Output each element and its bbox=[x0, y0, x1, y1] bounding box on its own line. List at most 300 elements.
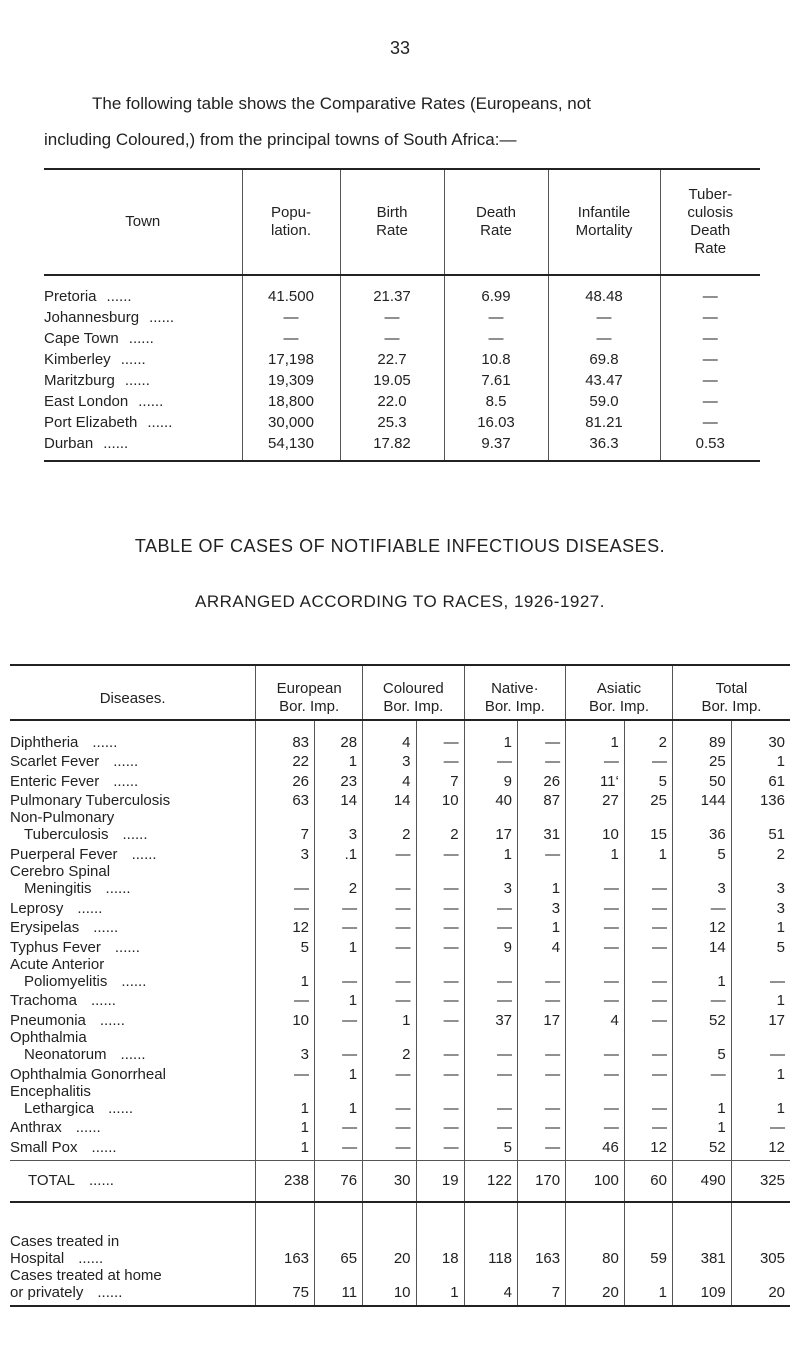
town-name: Pretoria bbox=[44, 288, 97, 305]
case-count: 5 bbox=[464, 1136, 517, 1160]
disease-name bbox=[10, 936, 256, 956]
case-count: 63 bbox=[256, 790, 315, 810]
case-count: — bbox=[566, 1063, 625, 1083]
table-row bbox=[10, 1009, 790, 1029]
rate-value: 36.3 bbox=[548, 433, 660, 461]
race-group-header: Total bbox=[672, 665, 790, 698]
case-count: 59 bbox=[624, 1202, 672, 1267]
leader-dots: ...... bbox=[103, 435, 129, 452]
case-count: 5 bbox=[256, 936, 315, 956]
case-count: — bbox=[566, 1029, 625, 1063]
table-row bbox=[10, 863, 790, 897]
case-count: 10 bbox=[256, 1009, 315, 1029]
case-count: 1 bbox=[624, 1267, 672, 1306]
case-count: 25 bbox=[624, 790, 672, 810]
leader-dots: ...... bbox=[131, 845, 157, 863]
case-count: — bbox=[315, 917, 363, 937]
rate-value: — bbox=[444, 328, 548, 349]
case-count: 7 bbox=[416, 770, 464, 790]
case-count: 305 bbox=[731, 1202, 790, 1267]
case-count: 4 bbox=[518, 936, 566, 956]
rate-value: 21.37 bbox=[340, 275, 444, 307]
comparative-rates-table bbox=[44, 168, 760, 462]
town-name: Port Elizabeth bbox=[44, 414, 138, 431]
case-count: — bbox=[518, 720, 566, 751]
case-count: 3 bbox=[363, 751, 416, 771]
case-count: — bbox=[731, 1117, 790, 1137]
case-count: — bbox=[363, 897, 416, 917]
race-group-header: European bbox=[256, 665, 363, 698]
case-count: 11 bbox=[315, 1267, 363, 1306]
case-count: 76 bbox=[315, 1160, 363, 1202]
case-count: 3 bbox=[672, 863, 731, 897]
table-row bbox=[10, 990, 790, 1010]
leader-dots: ...... bbox=[149, 309, 175, 326]
table-row bbox=[44, 275, 760, 307]
case-count: 3 bbox=[731, 897, 790, 917]
table-row bbox=[44, 349, 760, 370]
case-count: — bbox=[464, 751, 517, 771]
case-count: 1 bbox=[256, 1136, 315, 1160]
case-count: — bbox=[363, 1136, 416, 1160]
case-count: 238 bbox=[256, 1160, 315, 1202]
rates-header-row bbox=[44, 169, 760, 275]
case-count: 1 bbox=[672, 1083, 731, 1117]
case-count: — bbox=[256, 897, 315, 917]
case-count: 17 bbox=[518, 1009, 566, 1029]
case-count: 1 bbox=[624, 843, 672, 863]
page-number: 33 bbox=[389, 38, 411, 58]
case-count: 1 bbox=[731, 1063, 790, 1083]
case-count: 5 bbox=[731, 936, 790, 956]
case-count: 109 bbox=[672, 1267, 731, 1306]
case-count: — bbox=[624, 1117, 672, 1137]
case-count: — bbox=[256, 990, 315, 1010]
table-row bbox=[44, 433, 760, 461]
case-count: — bbox=[464, 990, 517, 1010]
case-count: 3 bbox=[518, 897, 566, 917]
table-row bbox=[10, 1202, 790, 1267]
case-count: 4 bbox=[566, 1009, 625, 1029]
rate-value: 69.8 bbox=[548, 349, 660, 370]
case-count: 1 bbox=[256, 956, 315, 990]
case-count: — bbox=[416, 751, 464, 771]
case-count: 2 bbox=[624, 720, 672, 751]
case-count: — bbox=[363, 1063, 416, 1083]
intro-line-1: The following table shows the Comparative Rates (Europeans, not bbox=[92, 94, 591, 113]
disease-name bbox=[10, 843, 256, 863]
town-cell bbox=[44, 370, 242, 391]
case-count: 14 bbox=[315, 790, 363, 810]
disease-name-line: Scarlet Fever bbox=[10, 753, 100, 771]
case-count: — bbox=[416, 936, 464, 956]
rate-value: — bbox=[548, 307, 660, 328]
case-count: 87 bbox=[518, 790, 566, 810]
case-count: 1 bbox=[731, 1083, 790, 1117]
rate-value: 19,309 bbox=[242, 370, 340, 391]
disease-name-line: Lethargica bbox=[24, 1099, 95, 1117]
disease-name bbox=[10, 720, 256, 751]
disease-name-line: Acute Anterior bbox=[10, 955, 105, 973]
leader-dots: ...... bbox=[138, 393, 164, 410]
disease-name bbox=[10, 1083, 256, 1117]
bor-imp-subheader: Bor. Imp. bbox=[464, 698, 566, 720]
race-group-header: Native· bbox=[464, 665, 566, 698]
table-row bbox=[10, 809, 790, 843]
case-count: 51 bbox=[731, 809, 790, 843]
case-count: 12 bbox=[731, 1136, 790, 1160]
disease-name bbox=[10, 809, 256, 843]
town-name: East London bbox=[44, 393, 129, 410]
case-count: — bbox=[672, 1063, 731, 1083]
table-row bbox=[10, 751, 790, 771]
case-count: 3 bbox=[256, 1029, 315, 1063]
case-count: — bbox=[416, 1083, 464, 1117]
case-count: 1 bbox=[256, 1117, 315, 1137]
case-count: — bbox=[518, 1117, 566, 1137]
case-count: — bbox=[416, 843, 464, 863]
case-count: 1 bbox=[315, 1083, 363, 1117]
case-count: 20 bbox=[731, 1267, 790, 1306]
disease-name bbox=[10, 1267, 256, 1306]
leader-dots: ...... bbox=[99, 1011, 125, 1029]
leader-dots: ...... bbox=[120, 351, 146, 368]
case-count: — bbox=[624, 1083, 672, 1117]
town-cell bbox=[44, 412, 242, 433]
case-count: — bbox=[566, 1117, 625, 1137]
table-row bbox=[10, 1029, 790, 1063]
case-count: 325 bbox=[731, 1160, 790, 1202]
rate-value: 8.5 bbox=[444, 391, 548, 412]
case-count: 5 bbox=[672, 1029, 731, 1063]
case-count: 1 bbox=[566, 843, 625, 863]
rates-header-cell: Popu- lation. bbox=[242, 169, 340, 275]
table-row bbox=[10, 770, 790, 790]
case-count: — bbox=[363, 863, 416, 897]
case-count: — bbox=[518, 956, 566, 990]
case-count: — bbox=[464, 897, 517, 917]
leader-dots: ...... bbox=[88, 1172, 114, 1190]
table-row bbox=[10, 897, 790, 917]
disease-name-line: Typhus Fever bbox=[10, 938, 101, 956]
case-count: 1 bbox=[416, 1267, 464, 1306]
rate-value: 7.61 bbox=[444, 370, 548, 391]
case-count: 26 bbox=[256, 770, 315, 790]
case-count: — bbox=[464, 1063, 517, 1083]
case-count: — bbox=[315, 956, 363, 990]
case-count: — bbox=[518, 1063, 566, 1083]
town-cell bbox=[44, 275, 242, 307]
disease-name bbox=[10, 990, 256, 1010]
case-count: 52 bbox=[672, 1009, 731, 1029]
disease-name-line: Non-Pulmonary bbox=[10, 809, 115, 827]
disease-name-line: Hospital bbox=[10, 1249, 65, 1267]
rate-value: — bbox=[444, 307, 548, 328]
rate-value: 43.47 bbox=[548, 370, 660, 391]
case-count: 1 bbox=[518, 917, 566, 937]
table-row bbox=[44, 391, 760, 412]
rate-value: — bbox=[660, 328, 760, 349]
case-count: 52 bbox=[672, 1136, 731, 1160]
case-count: 5 bbox=[624, 770, 672, 790]
case-count: 10 bbox=[416, 790, 464, 810]
disease-name-line: Pulmonary Tuberculosis bbox=[10, 792, 171, 810]
case-count: — bbox=[566, 863, 625, 897]
disease-name-line: Puerperal Fever bbox=[10, 845, 118, 863]
case-count: 30 bbox=[731, 720, 790, 751]
disease-name bbox=[10, 1202, 256, 1267]
table-row bbox=[10, 1136, 790, 1160]
case-count: 490 bbox=[672, 1160, 731, 1202]
case-count: 100 bbox=[566, 1160, 625, 1202]
case-count: 36 bbox=[672, 809, 731, 843]
bor-imp-subheader: Bor. Imp. bbox=[566, 698, 673, 720]
case-count: 1 bbox=[315, 990, 363, 1010]
town-cell bbox=[44, 433, 242, 461]
case-count: 1 bbox=[315, 1063, 363, 1083]
rate-value: 54,130 bbox=[242, 433, 340, 461]
disease-name bbox=[10, 897, 256, 917]
case-count: — bbox=[363, 1117, 416, 1137]
bor-imp-subheader: Bor. Imp. bbox=[672, 698, 790, 720]
table-row bbox=[10, 917, 790, 937]
case-count: 2 bbox=[416, 809, 464, 843]
case-count: 14 bbox=[672, 936, 731, 956]
leader-dots: ...... bbox=[113, 753, 139, 771]
disease-name-line: Diphtheria bbox=[10, 733, 79, 751]
case-count: — bbox=[672, 990, 731, 1010]
case-count: 12 bbox=[672, 917, 731, 937]
case-count: — bbox=[518, 1083, 566, 1117]
leader-dots: ...... bbox=[120, 1045, 146, 1063]
table-row bbox=[10, 720, 790, 751]
case-count: 1 bbox=[518, 863, 566, 897]
case-count: — bbox=[518, 843, 566, 863]
cases-table-title: TABLE OF CASES OF NOTIFIABLE INFECTIOUS DISEASES. bbox=[134, 536, 666, 556]
rates-header-cell: Infantile Mortality bbox=[548, 169, 660, 275]
disease-name-line: Erysipelas bbox=[10, 919, 80, 937]
leader-dots: ...... bbox=[124, 372, 150, 389]
case-count: 20 bbox=[363, 1202, 416, 1267]
case-count: 122 bbox=[464, 1160, 517, 1202]
leader-dots: ...... bbox=[122, 826, 148, 844]
case-count: 30 bbox=[363, 1160, 416, 1202]
rate-value: 16.03 bbox=[444, 412, 548, 433]
case-count: — bbox=[256, 863, 315, 897]
diseases-header: Diseases. bbox=[10, 665, 256, 720]
case-count: — bbox=[624, 956, 672, 990]
case-count: 31 bbox=[518, 809, 566, 843]
case-count: 1 bbox=[731, 917, 790, 937]
case-count: 2 bbox=[363, 1029, 416, 1063]
case-count: — bbox=[363, 917, 416, 937]
case-count: 65 bbox=[315, 1202, 363, 1267]
disease-name bbox=[10, 1009, 256, 1029]
case-count: 83 bbox=[256, 720, 315, 751]
case-count: 18 bbox=[416, 1202, 464, 1267]
leader-dots: ...... bbox=[92, 733, 118, 751]
disease-name bbox=[10, 956, 256, 990]
case-count: 1 bbox=[731, 751, 790, 771]
rate-value: — bbox=[340, 328, 444, 349]
table-row bbox=[10, 1160, 790, 1202]
case-count: — bbox=[624, 936, 672, 956]
disease-name-line: or privately bbox=[10, 1283, 84, 1301]
case-count: — bbox=[315, 897, 363, 917]
case-count: — bbox=[416, 917, 464, 937]
leader-dots: ...... bbox=[78, 1249, 104, 1267]
case-count: — bbox=[416, 956, 464, 990]
table-row bbox=[44, 328, 760, 349]
case-count: — bbox=[416, 1136, 464, 1160]
case-count: 61 bbox=[731, 770, 790, 790]
rate-value: 41.500 bbox=[242, 275, 340, 307]
disease-name bbox=[10, 863, 256, 897]
case-count: — bbox=[518, 990, 566, 1010]
rate-value: 22.7 bbox=[340, 349, 444, 370]
case-count: — bbox=[624, 917, 672, 937]
town-cell bbox=[44, 391, 242, 412]
town-cell bbox=[44, 307, 242, 328]
table-row bbox=[44, 307, 760, 328]
disease-name bbox=[10, 1160, 256, 1202]
case-count: 1 bbox=[464, 843, 517, 863]
case-count: — bbox=[363, 990, 416, 1010]
rates-header-cell: Tuber- culosis Death Rate bbox=[660, 169, 760, 275]
leader-dots: ...... bbox=[77, 899, 103, 917]
case-count: 60 bbox=[624, 1160, 672, 1202]
disease-name-line: Cases treated at home bbox=[10, 1266, 162, 1284]
rate-value: 17.82 bbox=[340, 433, 444, 461]
case-count: — bbox=[464, 1117, 517, 1137]
case-count: — bbox=[672, 897, 731, 917]
disease-name bbox=[10, 917, 256, 937]
table-row bbox=[10, 843, 790, 863]
town-name: Maritzburg bbox=[44, 372, 115, 389]
case-count: 10 bbox=[363, 1267, 416, 1306]
disease-name bbox=[10, 1063, 256, 1083]
leader-dots: ...... bbox=[108, 1099, 134, 1117]
disease-name bbox=[10, 770, 256, 790]
case-count: 118 bbox=[464, 1202, 517, 1267]
case-count: 23 bbox=[315, 770, 363, 790]
leader-dots: ...... bbox=[128, 330, 154, 347]
rate-value: — bbox=[242, 307, 340, 328]
table-row bbox=[10, 956, 790, 990]
infectious-diseases-table bbox=[10, 664, 790, 1307]
case-count: 12 bbox=[624, 1136, 672, 1160]
leader-dots: ...... bbox=[105, 879, 131, 897]
cases-group-header-row bbox=[10, 665, 790, 698]
rate-value: — bbox=[660, 275, 760, 307]
case-count: — bbox=[566, 751, 625, 771]
rate-value: — bbox=[660, 391, 760, 412]
leader-dots: ...... bbox=[147, 414, 173, 431]
case-count: — bbox=[315, 1009, 363, 1029]
case-count: 1 bbox=[566, 720, 625, 751]
disease-name-line: Cerebro Spinal bbox=[10, 862, 111, 880]
rate-value: 18,800 bbox=[242, 391, 340, 412]
case-count: — bbox=[518, 1029, 566, 1063]
rate-value: — bbox=[660, 412, 760, 433]
rate-value: 0.53 bbox=[660, 433, 760, 461]
case-count: — bbox=[624, 1009, 672, 1029]
disease-name-line: Tuberculosis bbox=[24, 826, 109, 844]
rate-value: 22.0 bbox=[340, 391, 444, 412]
case-count: 170 bbox=[518, 1160, 566, 1202]
rate-value: 19.05 bbox=[340, 370, 444, 391]
case-count: — bbox=[624, 897, 672, 917]
case-count: 163 bbox=[256, 1202, 315, 1267]
case-count: — bbox=[363, 956, 416, 990]
case-count: 28 bbox=[315, 720, 363, 751]
disease-name-line: Anthrax bbox=[10, 1119, 62, 1137]
case-count: — bbox=[624, 1063, 672, 1083]
case-count: — bbox=[566, 897, 625, 917]
case-count: — bbox=[416, 863, 464, 897]
town-name: Durban bbox=[44, 435, 94, 452]
case-count: 11‘ bbox=[566, 770, 625, 790]
rate-value: 6.99 bbox=[444, 275, 548, 307]
case-count: — bbox=[416, 720, 464, 751]
case-count: 3 bbox=[256, 843, 315, 863]
case-count: 40 bbox=[464, 790, 517, 810]
case-count: 2 bbox=[315, 863, 363, 897]
rate-value: — bbox=[660, 307, 760, 328]
case-count: 1 bbox=[315, 751, 363, 771]
case-count: 1 bbox=[464, 720, 517, 751]
case-count: 12 bbox=[256, 917, 315, 937]
disease-name-line: Cases treated in bbox=[10, 1232, 120, 1250]
case-count: 46 bbox=[566, 1136, 625, 1160]
case-count: — bbox=[518, 751, 566, 771]
case-count: — bbox=[518, 1136, 566, 1160]
rate-value: 17,198 bbox=[242, 349, 340, 370]
rate-value: 10.8 bbox=[444, 349, 548, 370]
table-row bbox=[10, 1063, 790, 1083]
case-count: — bbox=[464, 1083, 517, 1117]
disease-name bbox=[10, 751, 256, 771]
case-count: 1 bbox=[256, 1083, 315, 1117]
case-count: 2 bbox=[731, 843, 790, 863]
case-count: — bbox=[731, 1029, 790, 1063]
case-count: — bbox=[416, 1029, 464, 1063]
case-count: 1 bbox=[731, 990, 790, 1010]
table-row bbox=[10, 790, 790, 810]
case-count: 80 bbox=[566, 1202, 625, 1267]
case-count: — bbox=[315, 1029, 363, 1063]
case-count: — bbox=[416, 1117, 464, 1137]
rate-value: — bbox=[660, 349, 760, 370]
case-count: 1 bbox=[672, 956, 731, 990]
disease-name-line: Ophthalmia Gonorrheal bbox=[10, 1065, 166, 1083]
disease-name-line: Enteric Fever bbox=[10, 772, 100, 790]
case-count: 7 bbox=[518, 1267, 566, 1306]
case-count: — bbox=[566, 1083, 625, 1117]
town-name: Johannesburg bbox=[44, 309, 140, 326]
cases-table-subtitle: ARRANGED ACCORDING TO RACES, 1926-1927. bbox=[194, 592, 605, 611]
disease-name bbox=[10, 1136, 256, 1160]
disease-name-line: Poliomyelitis bbox=[24, 972, 108, 990]
disease-name-line: Encephalitis bbox=[10, 1082, 91, 1100]
table-row bbox=[10, 1083, 790, 1117]
case-count: 136 bbox=[731, 790, 790, 810]
case-count: — bbox=[363, 843, 416, 863]
race-group-header: Asiatic bbox=[566, 665, 673, 698]
table-row bbox=[10, 1267, 790, 1306]
leader-dots: ...... bbox=[75, 1119, 101, 1137]
rate-value: 59.0 bbox=[548, 391, 660, 412]
